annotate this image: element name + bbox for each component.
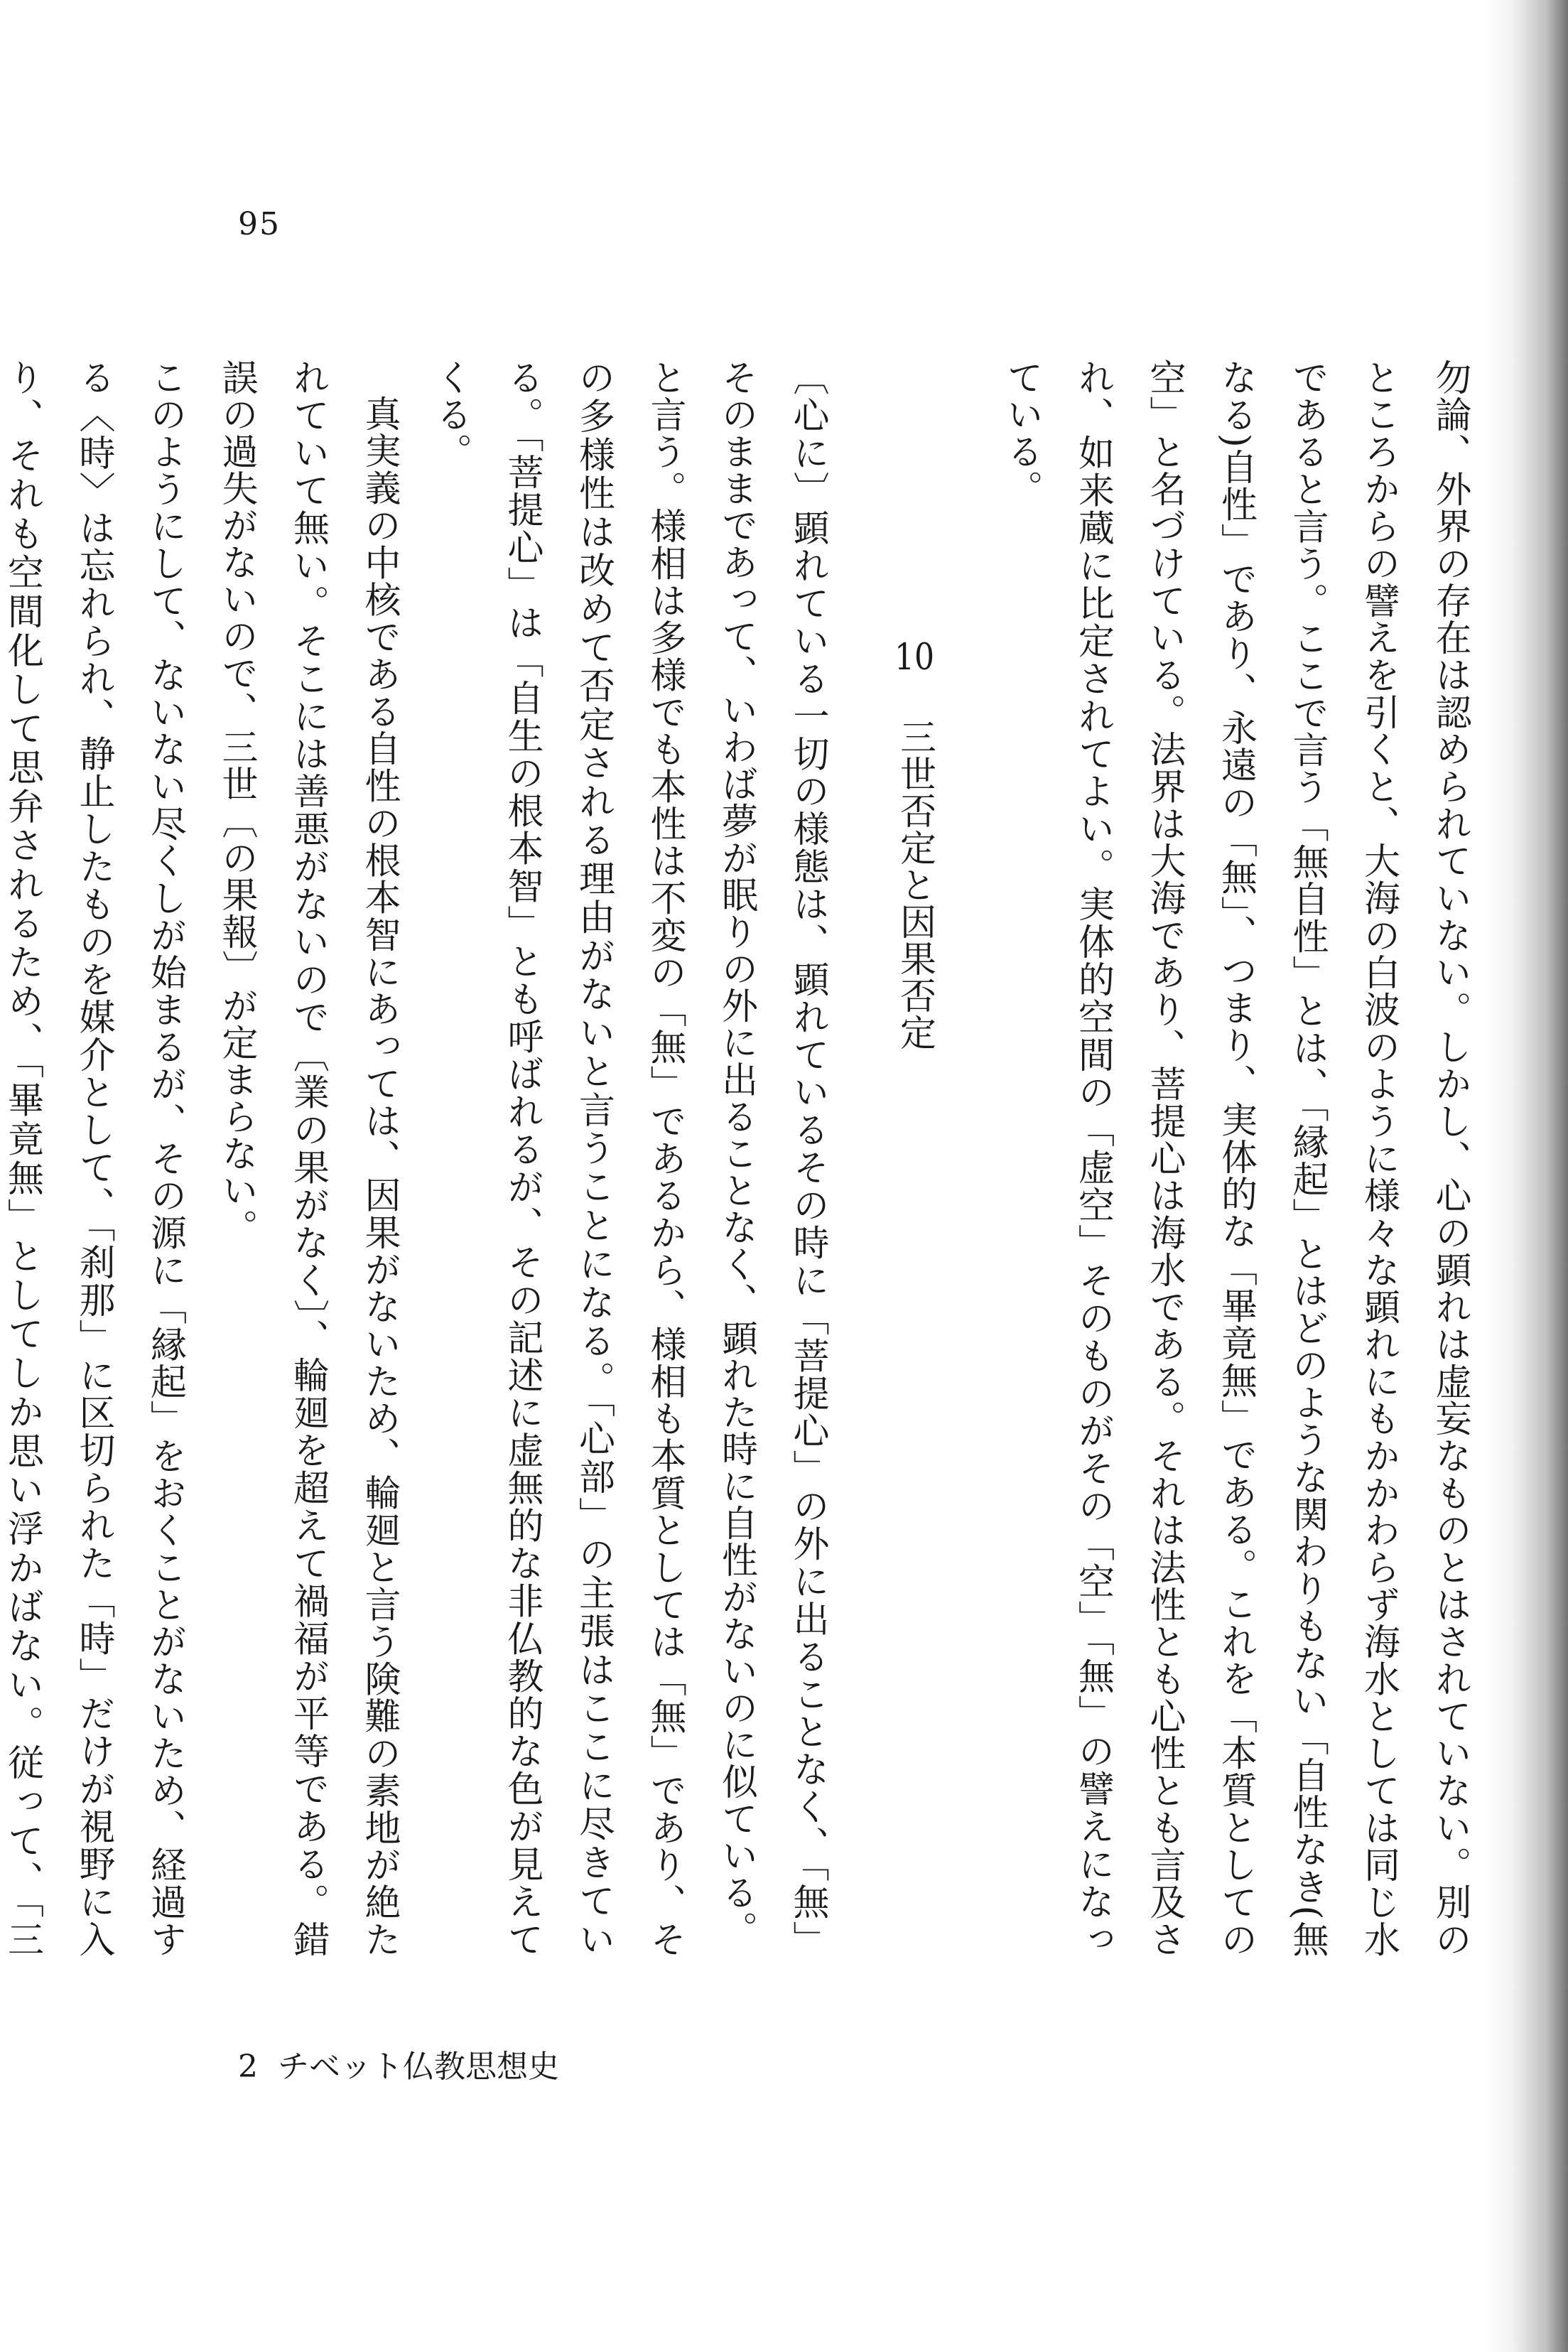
section-title: 三世否定と因果否定 xyxy=(893,718,936,1051)
scan-edge-shadow xyxy=(1483,0,1568,2352)
page-number: 95 xyxy=(238,206,281,242)
body-text xyxy=(1,359,1485,1958)
page-footer xyxy=(238,2041,559,2086)
quote-paragraph: 〔心に〕顕れている一切の様態は、顕れているその時に「菩提心」の外に出ることなく、「無」そのままであって、いわば夢が眠りの外に出ることなく、顕れた時に自性がないのに似ている。 xyxy=(715,359,828,1958)
chapter-number: 2 xyxy=(238,2049,258,2085)
paragraph-1: 勿論、外界の存在は認められていない。しかし、心の顕れは虚妄なものとはされていない。別のところからの譬えを引くと、大海の白波のように様々な顕れにもかかわらず海水としては同じ水であると言う。ここで言う「無自性」とは、「縁起」とはどのような関わりもない「自性なき(無なる)自性」であり、永遠の「無」、つまり、実体的な「畢竟無」である。これを「本質としての空」と名づけている。法界は大海であり、菩提心は海水である。それは法性とも心性とも言及され、如来蔵に比定されてよい。実体的空間の「虚空」そのものがその「空」「無」の譬えになっている。 xyxy=(1000,359,1471,1958)
quote-paragraph-2: 真実義の中核である自性の根本智にあっては、因果がないため、輪廻と言う険難の素地が絶たれていて無い。そこには善悪がないので〔業の果がなく〕、輪廻を超えて禍福が平等である。錯誤の過失がないので、三世〔の果報〕が定まらない。 xyxy=(215,359,400,1958)
book-title: チベット仏教思想史 xyxy=(278,2049,559,2085)
paragraph-2: と言う。様相は多様でも本性は不変の「無」であるから、様相も本質としては「無」であり、その多様性は改めて否定される理由がないと言うことになる。「心部」の主張はここに尽きている。「菩提心」は「自生の根本智」とも呼ばれるが、その記述に虚無的な非仏教的な色が見えてくる。 xyxy=(429,359,686,1958)
section-heading xyxy=(843,359,985,1958)
paragraph-3: このようにして、ないない尽くしが始まるが、その源に「縁起」をおくことがないため、経過する〈時〉は忘れられ、静止したものを媒介として、「刹那」に区切られた「時」だけが視野に入り、それも空間化して思弁されるため、「畢竟無」としてしか思い浮かばない。従って、「三 xyxy=(1,359,186,1958)
section-number: 10 xyxy=(894,640,935,676)
